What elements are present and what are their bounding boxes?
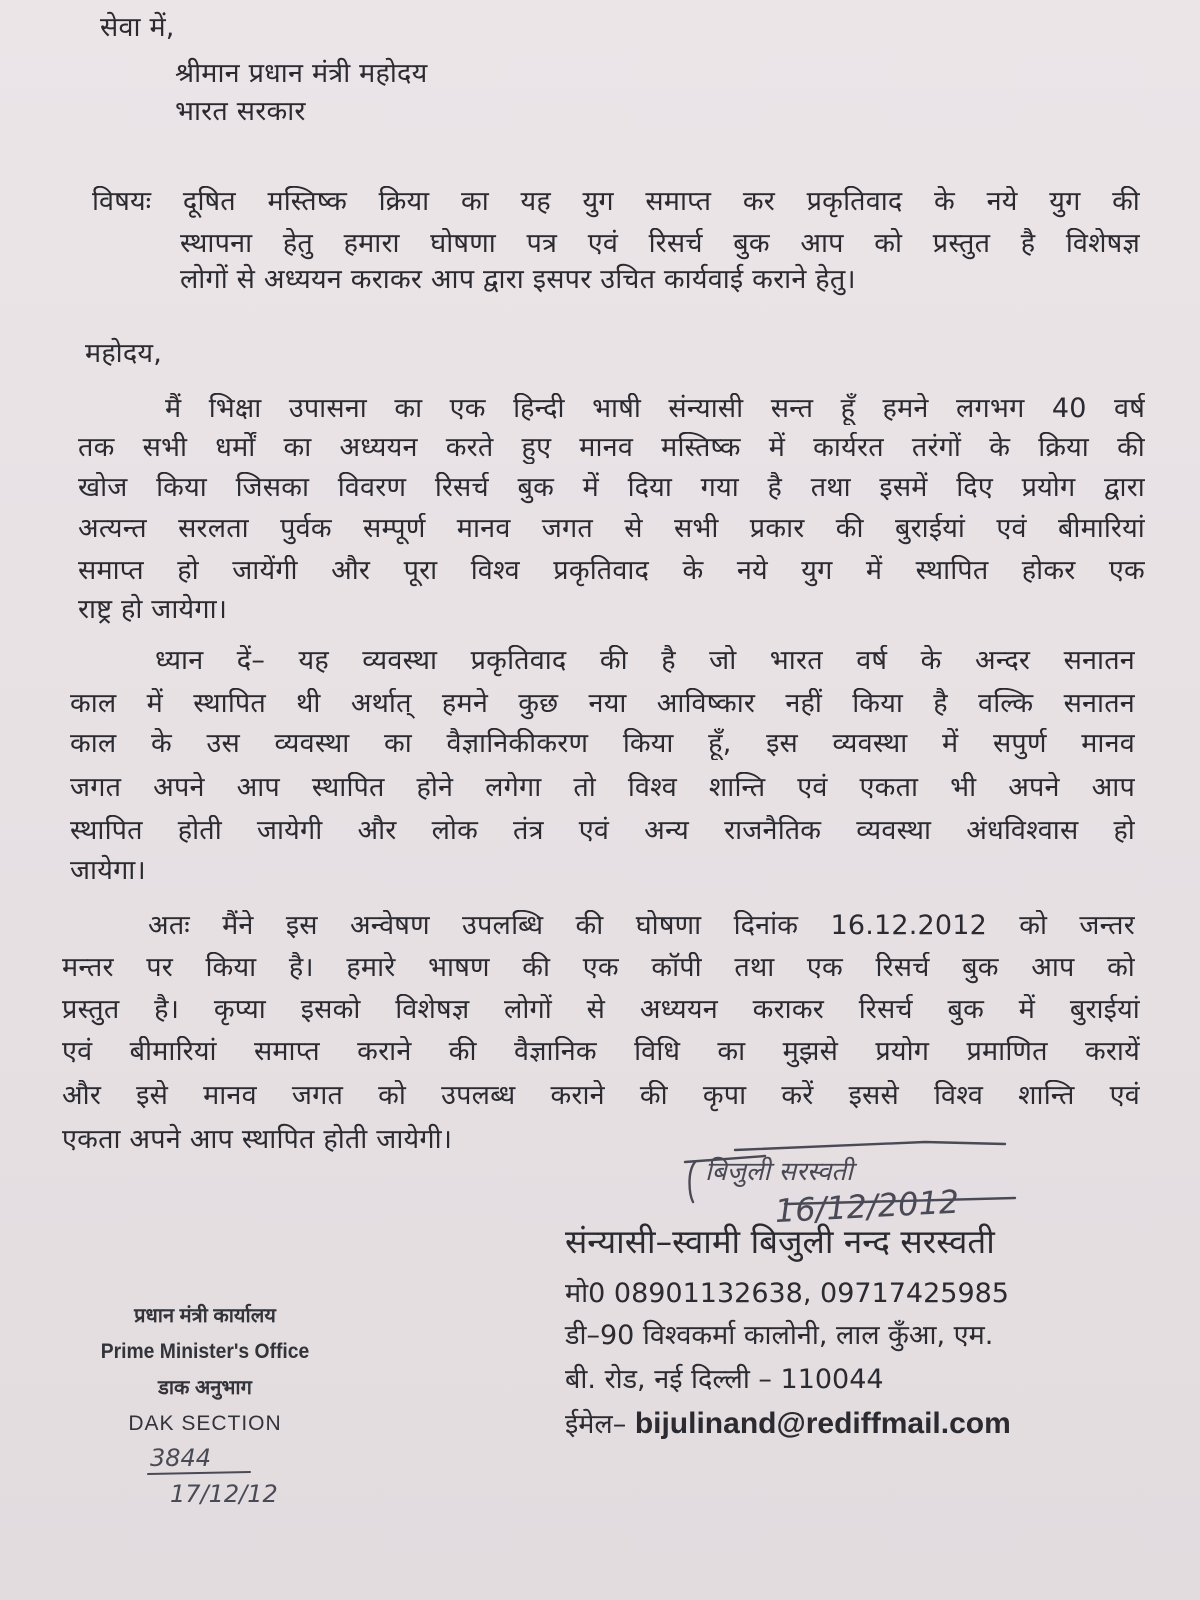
sender-phone: मो0 08901132638, 09717425985 [565,1278,1009,1309]
email-address: bijulinand@rediffmail.com [634,1407,1011,1440]
addressee-line-2: भारत सरकार [175,96,306,127]
salutation: सेवा में, [100,12,175,43]
subject-line-1: विषयः दूषित मस्तिष्क क्रिया का यह युग समाप्त कर प्रकृतिवाद के नये युग की [92,186,1140,217]
para2-line-5: स्थापित होती जायेगी और लोक तंत्र एवं अन्य राजनैतिक व्यवस्था अंधविश्वास हो [70,815,1135,846]
para1-line-6: राष्ट्र हो जायेगा। [78,594,228,625]
email-label: ईमेल– [565,1409,627,1440]
para3-line-5: और इसे मानव जगत को उपलब्ध कराने की कृपा करें इससे विश्व शान्ति एवं [62,1080,1140,1111]
stamp-office-hindi: प्रधान मंत्री कार्यालय [134,1305,276,1327]
stamp-section-hindi: डाक अनुभाग [158,1377,252,1399]
sender-address-2: बी. रोड, नई दिल्ली – 110044 [565,1364,884,1395]
receipt-stamp [70,1298,340,1442]
para1-line-1: मैं भिक्षा उपासना का एक हिन्दी भाषी संन्यासी सन्त हूँ हमने लगभग 40 वर्ष [165,393,1145,424]
subject-line-3: लोगों से अध्ययन कराकर आप द्वारा इसपर उचित कार्यवाई कराने हेतु। [180,264,856,295]
stamp-section-english: DAK SECTION [128,1412,282,1435]
para1-line-5: समाप्त हो जायेंगी और पूरा विश्व प्रकृतिवाद के नये युग में स्थापित होकर एक [78,555,1145,586]
receipt-date-text: 17/12/12 [170,1480,278,1508]
para3-line-4: एवं बीमारियां समाप्त कराने की वैज्ञानिक विधि का मुझसे प्रयोग प्रमाणित करायें [62,1036,1140,1067]
para3-line-2: मन्तर पर किया है। हमारे भाषण की एक कॉपी तथा एक रिसर्च बुक आप को [62,952,1135,983]
stamp-office-english: Prime Minister's Office [100,1340,310,1363]
sender-address-1: डी–90 विश्वकर्मा कालोनी, लाल कुँआ, एम. [565,1320,994,1351]
greeting: महोदय, [85,338,163,369]
sender-email-row [565,1408,1011,1441]
para3-line-6: एकता अपने आप स्थापित होती जायेगी। [62,1124,453,1155]
para3-line-3: प्रस्तुत है। कृप्या इसको विशेषज्ञ लोगों से अध्ययन कराकर रिसर्च बुक में बुराईयां [62,994,1140,1025]
para3-line-1: अतः मैंने इस अन्वेषण उपलब्धि की घोषणा दिनांक 16.12.2012 को जन्तर [148,910,1135,941]
para2-line-2: काल में स्थापित थी अर्थात् हमने कुछ नया आविष्कार नहीं किया है वल्कि सनातन [70,688,1135,719]
para2-line-4: जगत अपने आप स्थापित होने लगेगा तो विश्व शान्ति एवं एकता भी अपने आप [70,772,1135,803]
para1-line-2: तक सभी धर्मों का अध्ययन करते हुए मानव मस्तिष्क में कार्यरत तरंगों के क्रिया की [78,432,1145,463]
para1-line-4: अत्यन्त सरलता पुर्वक सम्पूर्ण मानव जगत से सभी प्रकार की बुराईयां एवं बीमारियां [78,513,1145,544]
handwritten-receipt-mark [140,1438,310,1518]
signature-name-text: बिजुली सरस्वती [705,1157,853,1187]
para1-line-3: खोज किया जिसका विवरण रिसर्च बुक में दिया गया है तथा इसमें दिए प्रयोग द्वारा [78,472,1145,503]
para2-line-3: काल के उस व्यवस्था का वैज्ञानिकीकरण किया हूँ, इस व्यवस्था में सपुर्ण मानव [70,728,1135,759]
para2-line-1: ध्यान दें– यह व्यवस्था प्रकृतिवाद की है जो भारत वर्ष के अन्दर सनातन [155,645,1135,676]
subject-line-2: स्थापना हेतु हमारा घोषणा पत्र एवं रिसर्च बुक आप को प्रस्तुत है विशेषज्ञ [180,228,1140,259]
handwritten-signature [675,1132,1035,1232]
para2-line-6: जायेगा। [70,855,146,886]
signature-date-text: 16/12/2012 [773,1182,961,1231]
receipt-number-text: 3844 [150,1444,212,1472]
addressee-line-1: श्रीमान प्रधान मंत्री महोदय [175,58,428,89]
sender-name: संन्यासी–स्वामी बिजुली नन्द सरस्वती [565,1222,995,1261]
